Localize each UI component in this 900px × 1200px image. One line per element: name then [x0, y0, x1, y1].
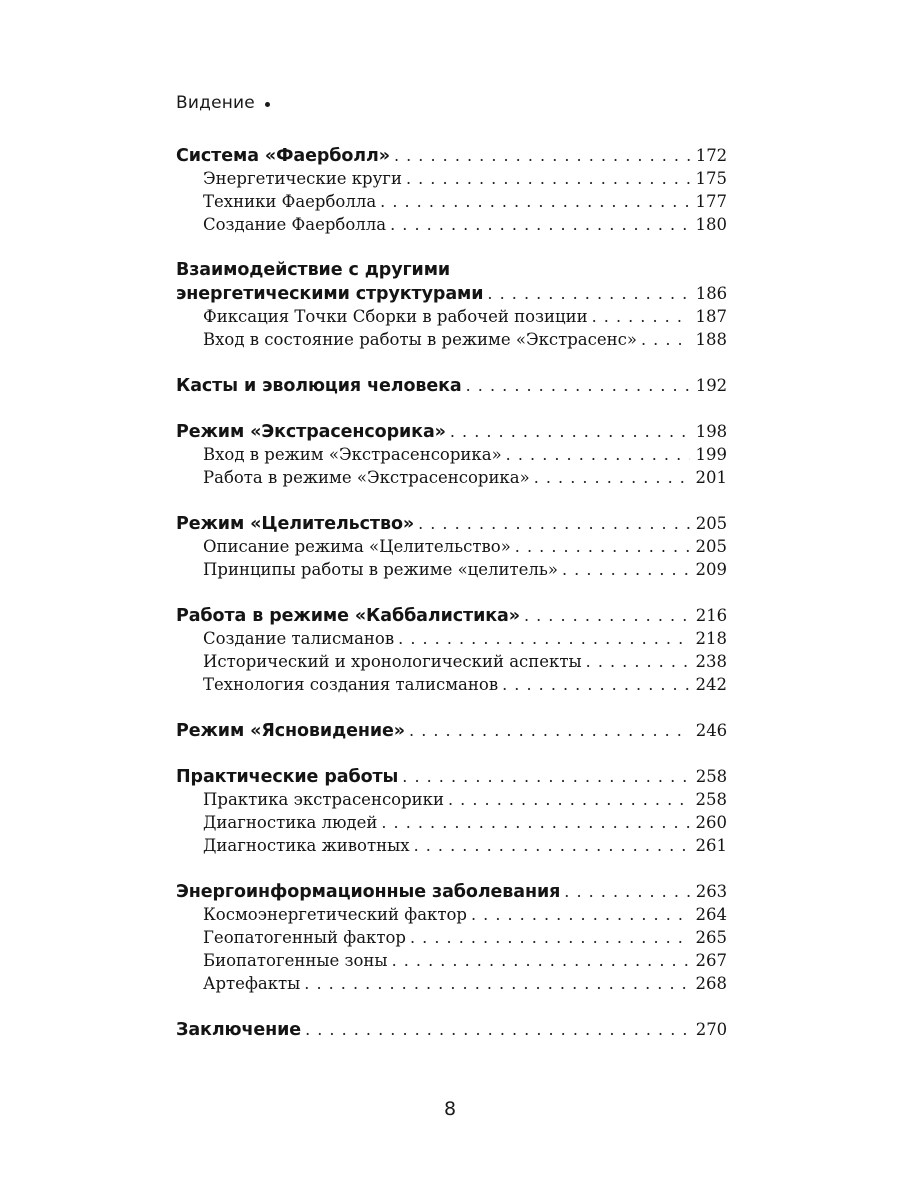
toc-page-number: 192: [695, 376, 727, 395]
toc-subsection-title: Описание режима «Целительство»: [203, 537, 511, 556]
dot-leader: [410, 926, 690, 949]
toc-subsection-title: Диагностика животных: [203, 836, 410, 855]
toc-chapter-title: Заключение: [176, 1020, 302, 1040]
toc-subsection-row[interactable]: [176, 972, 727, 995]
toc-subsection-row[interactable]: [176, 926, 727, 949]
dot-leader: [506, 443, 690, 466]
toc-page-number: 268: [695, 974, 727, 993]
toc-subsection-title: Вход в состояние работы в режиме «Экстрасенс»: [203, 330, 637, 349]
toc-chapter-row[interactable]: [176, 880, 727, 903]
toc-chapter-title: Работа в режиме «Каббалистика»: [176, 606, 520, 626]
toc-page-number: 199: [695, 445, 727, 464]
toc-subsection-row[interactable]: [176, 328, 727, 351]
toc-subsection-title: Диагностика людей: [203, 813, 378, 832]
dot-leader: [448, 788, 690, 811]
dot-leader: [392, 949, 690, 972]
toc-subsection-title: Технология создания талисманов: [203, 675, 499, 694]
toc-chapter-row[interactable]: [176, 719, 727, 742]
dot-leader: [487, 282, 689, 305]
dot-leader: [390, 213, 689, 236]
dot-leader: [305, 1018, 690, 1041]
toc-subsection-title: Космоэнергетический фактор: [203, 905, 467, 924]
dot-leader: [524, 604, 690, 627]
dot-leader: [304, 972, 689, 995]
dot-leader: [402, 765, 690, 788]
toc-page-number: 265: [695, 928, 727, 947]
toc-page-number: 180: [695, 215, 727, 234]
page-number: 8: [443, 1098, 457, 1120]
toc-subsection-title: Практика экстрасенсорики: [203, 790, 444, 809]
dot-leader: [515, 535, 690, 558]
toc-subsection-title: Энергетические круги: [203, 169, 402, 188]
toc-section: [176, 259, 727, 351]
toc-page-number: 175: [695, 169, 727, 188]
toc-page-number: 218: [695, 629, 727, 648]
table-of-contents: [176, 144, 727, 1064]
toc-subsection-row[interactable]: [176, 673, 727, 696]
bullet-icon: [265, 102, 270, 107]
toc-subsection-title: Артефакты: [203, 974, 301, 993]
toc-chapter-title: Режим «Целительство»: [176, 514, 415, 534]
toc-subsection-row[interactable]: [176, 788, 727, 811]
toc-subsection-title: Биопатогенные зоны: [203, 951, 388, 970]
dot-leader: [564, 880, 690, 903]
toc-page-number: 205: [695, 514, 727, 533]
toc-subsection-title: Создание Фаерболла: [203, 215, 387, 234]
toc-subsection-title: Техники Фаерболла: [203, 192, 377, 211]
dot-leader: [466, 374, 690, 397]
toc-section: [176, 765, 727, 857]
dot-leader: [592, 305, 690, 328]
dot-leader: [398, 627, 689, 650]
toc-page-number: 242: [695, 675, 727, 694]
toc-section: [176, 374, 727, 397]
toc-chapter-row[interactable]: [176, 282, 727, 305]
toc-section: [176, 144, 727, 236]
toc-subsection-row[interactable]: [176, 903, 727, 926]
toc-subsection-row[interactable]: [176, 167, 727, 190]
toc-chapter-row[interactable]: [176, 420, 727, 443]
dot-leader: [562, 558, 690, 581]
toc-page-number: 198: [695, 422, 727, 441]
toc-section: [176, 719, 727, 742]
toc-subsection-row[interactable]: [176, 305, 727, 328]
toc-subsection-title: Исторический и хронологический аспекты: [203, 652, 582, 671]
toc-page-number: 264: [695, 905, 727, 924]
toc-page-number: 216: [695, 606, 727, 625]
toc-chapter-row[interactable]: [176, 604, 727, 627]
toc-chapter-title: Режим «Экстрасенсорика»: [176, 422, 446, 442]
toc-chapter-row[interactable]: [176, 144, 727, 167]
toc-subsection-title: Фиксация Точки Сборки в рабочей позиции: [203, 307, 588, 326]
toc-subsection-title: Геопатогенный фактор: [203, 928, 406, 947]
dot-leader: [418, 512, 690, 535]
toc-subsection-title: Работа в режиме «Экстрасенсорика»: [203, 468, 530, 487]
toc-page-number: 201: [695, 468, 727, 487]
toc-subsection-row[interactable]: [176, 834, 727, 857]
toc-section: [176, 1018, 727, 1041]
dot-leader: [381, 811, 689, 834]
toc-subsection-row[interactable]: [176, 627, 727, 650]
toc-subsection-row[interactable]: [176, 949, 727, 972]
toc-section: [176, 880, 727, 995]
toc-subsection-row[interactable]: [176, 535, 727, 558]
toc-subsection-row[interactable]: [176, 443, 727, 466]
toc-chapter-title: Режим «Ясновидение»: [176, 721, 406, 741]
toc-chapter-title: энергетическими структурами: [176, 284, 484, 304]
toc-section: [176, 512, 727, 581]
toc-chapter-title: Энергоинформационные заболевания: [176, 882, 561, 902]
running-head-title: Видение: [176, 93, 255, 113]
toc-chapter-title: Касты и эволюция человека: [176, 376, 462, 396]
dot-leader: [409, 719, 690, 742]
toc-chapter-title: Система «Фаерболл»: [176, 146, 390, 166]
toc-subsection-row[interactable]: [176, 466, 727, 489]
toc-page-number: 246: [695, 721, 727, 740]
toc-page-number: 187: [695, 307, 727, 326]
toc-chapter-row[interactable]: [176, 259, 727, 282]
toc-subsection-row[interactable]: [176, 811, 727, 834]
toc-chapter-title: Практические работы: [176, 767, 399, 787]
toc-chapter-row[interactable]: [176, 765, 727, 788]
toc-page-number: 205: [695, 537, 727, 556]
dot-leader: [380, 190, 689, 213]
dot-leader: [394, 144, 690, 167]
toc-page-number: 263: [695, 882, 727, 901]
toc-page-number: 258: [695, 790, 727, 809]
toc-page-number: 261: [695, 836, 727, 855]
toc-subsection-row[interactable]: [176, 213, 727, 236]
toc-subsection-title: Вход в режим «Экстрасенсорика»: [203, 445, 502, 464]
toc-subsection-row[interactable]: [176, 558, 727, 581]
toc-page-number: 258: [695, 767, 727, 786]
toc-chapter-row[interactable]: [176, 512, 727, 535]
toc-page-number: 270: [695, 1020, 727, 1039]
toc-page-number: 177: [695, 192, 727, 211]
dot-leader: [414, 834, 690, 857]
toc-section: [176, 604, 727, 696]
dot-leader: [450, 420, 690, 443]
toc-subsection-title: Создание талисманов: [203, 629, 395, 648]
toc-subsection-row[interactable]: [176, 650, 727, 673]
running-head: [176, 93, 270, 113]
toc-page-number: 267: [695, 951, 727, 970]
toc-chapter-row[interactable]: [176, 374, 727, 397]
dot-leader: [471, 903, 690, 926]
toc-subsection-title: Принципы работы в режиме «целитель»: [203, 560, 558, 579]
dot-leader: [502, 673, 689, 696]
toc-page-number: 260: [695, 813, 727, 832]
dot-leader: [586, 650, 690, 673]
toc-page-number: 186: [695, 284, 727, 303]
dot-leader: [534, 466, 690, 489]
toc-page-number: 209: [695, 560, 727, 579]
dot-leader: [406, 167, 690, 190]
toc-page-number: 188: [695, 330, 727, 349]
toc-page-number: 238: [695, 652, 727, 671]
toc-section: [176, 420, 727, 489]
toc-chapter-row[interactable]: [176, 1018, 727, 1041]
toc-chapter-title: Взаимодействие с другими: [176, 260, 451, 280]
dot-leader: [641, 328, 690, 351]
toc-subsection-row[interactable]: [176, 190, 727, 213]
toc-page-number: 172: [695, 146, 727, 165]
